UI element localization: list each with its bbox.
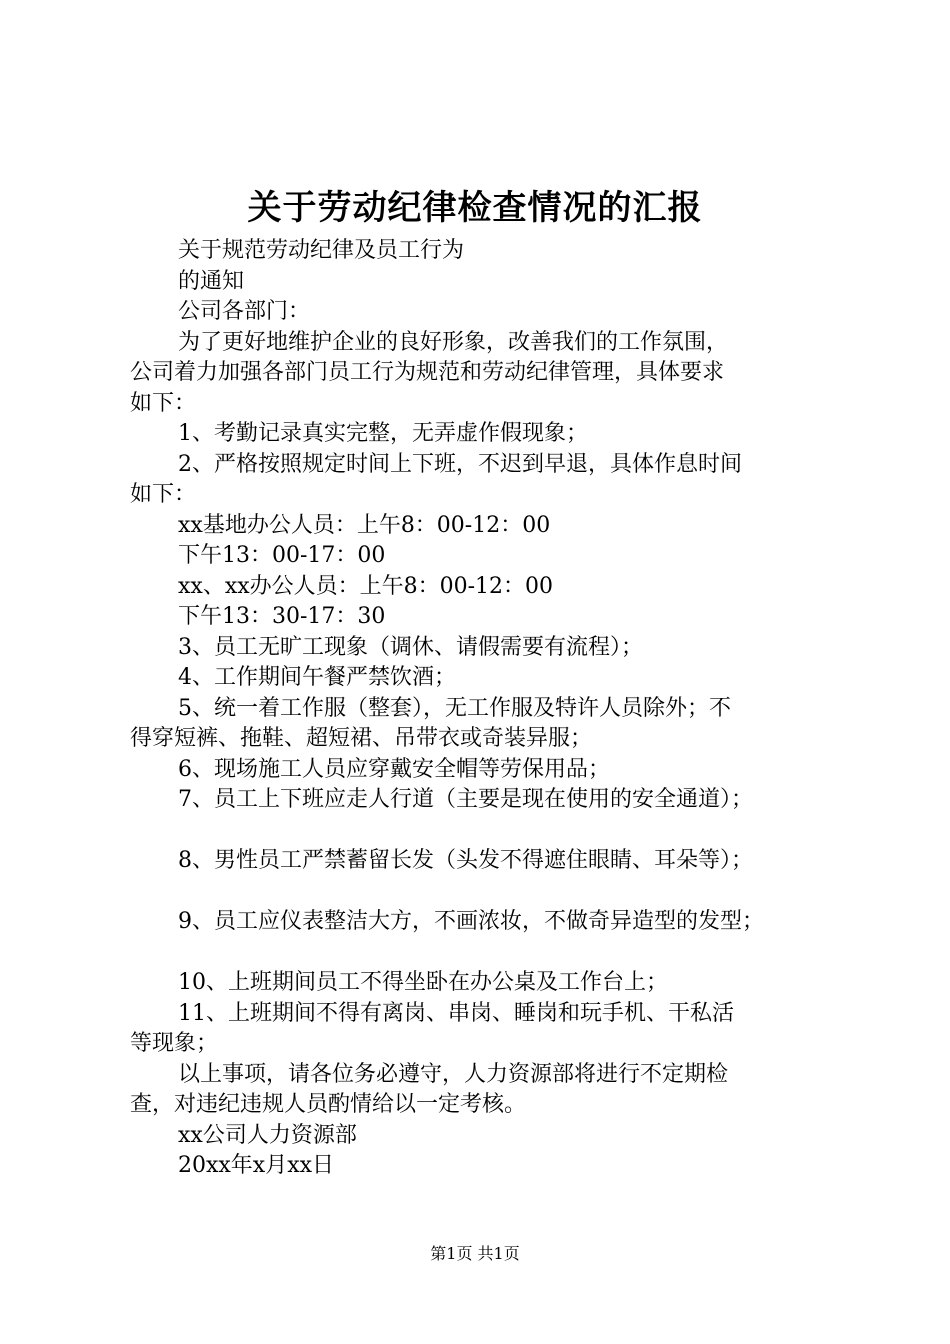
- notice-heading-line-1: 关于规范劳动纪律及员工行为: [178, 238, 465, 263]
- rule-2-line-1: 2、严格按照规定时间上下班，不迟到早退，具体作息时间: [178, 451, 742, 477]
- signature-department: xx公司人力资源部: [178, 1122, 357, 1148]
- closing-line-1: 以上事项，请各位务必遵守，人力资源部将进行不定期检: [178, 1061, 729, 1087]
- document-title: 关于劳动纪律检查情况的汇报: [247, 188, 703, 228]
- document-body: [130, 236, 846, 1182]
- schedule-office-afternoon: 下午13：30-17：30: [178, 604, 386, 629]
- rule-5-line-2: 得穿短裤、拖鞋、超短裙、吊带衣或奇装异服；: [130, 726, 593, 751]
- intro-line-1: 为了更好地维护企业的良好形象，改善我们的工作氛围，: [178, 329, 729, 355]
- rule-4: 4、工作期间午餐严禁饮酒；: [178, 665, 456, 690]
- rule-11-line-1: 11、上班期间不得有离岗、串岗、睡岗和玩手机、干私活: [178, 1000, 734, 1026]
- notice-heading-line-2: 的通知: [178, 268, 245, 294]
- rule-2-line-2: 如下：: [130, 482, 197, 507]
- rule-8: 8、男性员工严禁蓄留长发（头发不得遮住眼睛、耳朵等）；: [178, 848, 753, 873]
- signature-date: 20xx年x月xx日: [178, 1153, 335, 1178]
- intro-line-2: 公司着力加强各部门员工行为规范和劳动纪律管理，具体要求: [130, 360, 725, 385]
- intro-line-3: 如下：: [130, 390, 197, 416]
- rule-6: 6、现场施工人员应穿戴安全帽等劳保用品；: [178, 756, 610, 782]
- schedule-office-morning: xx、xx办公人员：上午8：00-12：00: [178, 573, 554, 599]
- rule-3: 3、员工无旷工现象（调休、请假需要有流程）；: [178, 634, 643, 660]
- rule-9: 9、员工应仪表整洁大方，不画浓妆，不做奇异造型的发型；: [178, 909, 764, 934]
- rule-11-line-2: 等现象；: [130, 1031, 219, 1056]
- rule-1: 1、考勤记录真实完整，无弄虚作假现象；: [178, 421, 588, 446]
- rule-5-line-1: 5、统一着工作服（整套），无工作服及特许人员除外；不: [178, 695, 731, 721]
- salutation: 公司各部门：: [178, 299, 311, 324]
- page-number: 第1页 共1页: [430, 1244, 520, 1263]
- rule-10: 10、上班期间员工不得坐卧在办公桌及工作台上；: [178, 970, 668, 995]
- schedule-base-afternoon: 下午13：00-17：00: [178, 543, 386, 568]
- closing-line-2: 查，对违纪违规人员酌情给以一定考核。: [130, 1092, 527, 1117]
- rule-7: 7、员工上下班应走人行道（主要是现在使用的安全通道）；: [178, 787, 753, 812]
- schedule-base-morning: xx基地办公人员：上午8：00-12：00: [178, 512, 551, 538]
